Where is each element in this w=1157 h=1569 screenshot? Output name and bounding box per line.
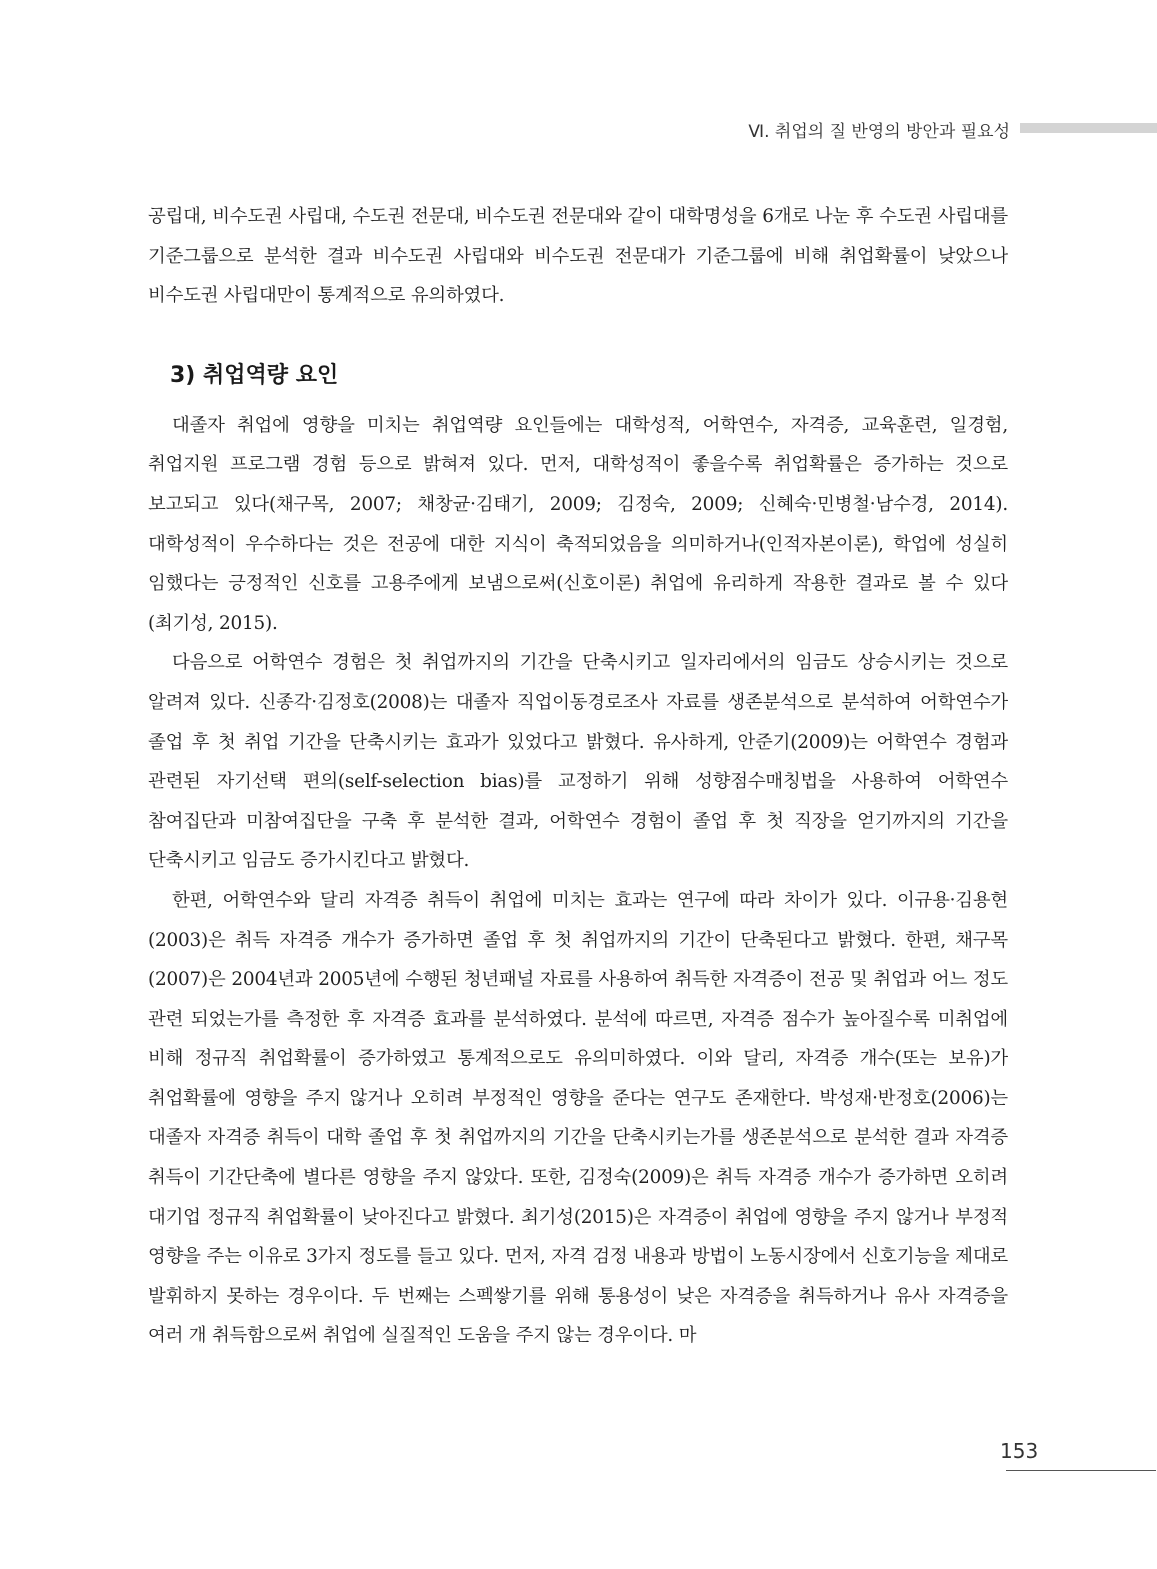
body-paragraph-3: 한편, 어학연수와 달리 자격증 취득이 취업에 미치는 효과는 연구에 따라 차이가 있다. 이규용·김용현(2003)은 취득 자격증 개수가 증가하면 졸업 후 첫 취업까지의 기간이 단축된다고 밝혔다. 한편, 채구목(2007)은 2004년과 2005년에 수행된 청년패널 자료를 사용하여 취득한 자격증이 전공 및 취업과 어느 정도 관련 되었는가를 측정한 후 자격증 효과를 분석하였다. 분석에 따르면, 자격증 점수가 높아질수록 미취업에 비해 정규직 취업확률이 증가하였고 통계적으로도 유의미하였다. 이와 달리, 자격증 개수(또는 보유)가 취업확률에 영향을 주지 않거나 오히려 부정적인 영향을 준다는 연구도 존재한다. 박성재·반정호(2006)는 대졸자 자격증 취득이 대학 졸업 후 첫 취업까지의 기간을 단축시키는가를 생존분석으로 분석한 결과 자격증 취득이 기간단축에 별다른 영향을 주지 않았다. 또한, 김정숙(2009)은 취득 자격증 개수가 증가하면 오히려 대기업 정규직 취업확률이 낮아진다고 밝혔다. 최기성(2015)은 자격증이 취업에 영향을 주지 않거나 부정적 영향을 주는 이유로 3가지 정도를 들고 있다. 먼저, 자격 검정 내용과 방법이 노동시장에서 신호기능을 제대로 발휘하지 못하는 경우이다. 두 번째는 스펙쌓기를 위해 통용성이 낮은 자격증을 취득하거나 유사 자격증을 여러 개 취득함으로써 취업에 실질적인 도움을 주지 않는 경우이다. 마 xyxy=(148,889,1008,1347)
header-decorative-bar xyxy=(1020,123,1157,133)
footer-rule xyxy=(1006,1470,1156,1471)
intro-paragraph: 공립대, 비수도권 사립대, 수도권 전문대, 비수도권 전문대와 같이 대학명성을 6개로 나눈 후 수도권 사립대를 기준그룹으로 분석한 결과 비수도권 사립대와 비수도권 전문대가 기준그룹에 비해 취업확률이 낮았으나 비수도권 사립대만이 통계적으로 유의하였다. xyxy=(148,206,1008,307)
body-paragraph-1: 대졸자 취업에 영향을 미치는 취업역량 요인들에는 대학성적, 어학연수, 자격증, 교육훈련, 일경험, 취업지원 프로그램 경험 등으로 밝혀져 있다. 먼저, 대학성적이 좋을수록 취업확률은 증가하는 것으로 보고되고 있다(채구목, 2007; 채창균·김태기, 2009; 김정숙, 2009; 신혜숙·민병철·남수경, 2014). 대학성적이 우수하다는 것은 전공에 대한 지식이 축적되었음을 의미하거나(인적자본이론), 학업에 성실히 임했다는 긍정적인 신호를 고용주에게 보냄으로써(신호이론) 취업에 유리하게 작용한 결과로 볼 수 있다(최기성, 2015). xyxy=(148,414,1008,634)
running-header-title: Ⅵ. 취업의 질 반영의 방안과 필요성 xyxy=(748,122,1010,142)
body-paragraph-2: 다음으로 어학연수 경험은 첫 취업까지의 기간을 단축시키고 일자리에서의 임금도 상승시키는 것으로 알려져 있다. 신종각·김정호(2008)는 대졸자 직업이동경로조사 자료를 생존분석으로 분석하여 어학연수가 졸업 후 첫 취업 기간을 단축시키는 효과가 있었다고 밝혔다. 유사하게, 안준기(2009)는 어학연수 경험과 관련된 자기선택 편의(self-selection bias)를 교정하기 위해 성향점수매칭법을 사용하여 어학연수 참여집단과 미참여집단을 구축 후 분석한 결과, 어학연수 경험이 졸업 후 첫 직장을 얻기까지의 기간을 단축시키고 임금도 증가시킨다고 밝혔다. xyxy=(148,652,1008,872)
page-body xyxy=(148,197,1008,1356)
page-number: 153 xyxy=(1000,1439,1039,1463)
section-heading: 3) 취업역량 요인 xyxy=(170,362,339,388)
